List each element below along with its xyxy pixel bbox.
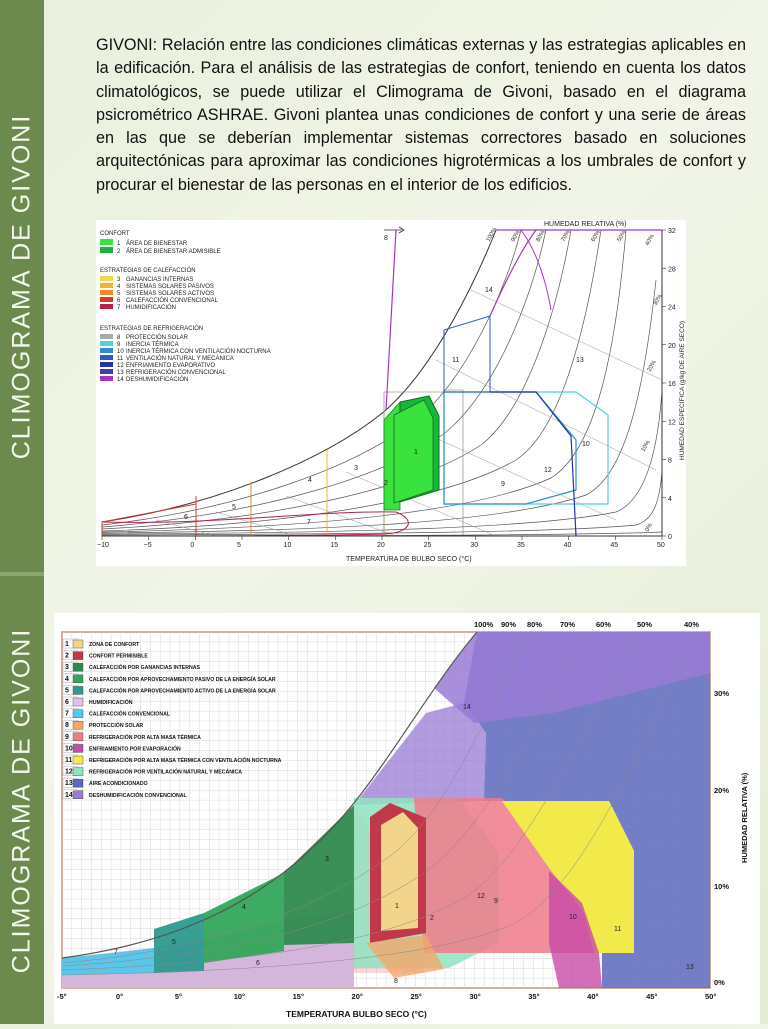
c1-xtick-label: 10 <box>283 542 292 549</box>
c2-legend-swatch <box>73 721 83 729</box>
zone-label-13: 13 <box>576 357 584 364</box>
c2-rh-top-label: 40% <box>684 620 700 629</box>
c2-rh-top-label: 70% <box>560 620 576 629</box>
legend-swatch-12 <box>100 362 113 367</box>
zone-12-outline <box>490 392 576 536</box>
c2-legend-label: CALEFACCIÓN POR APROVECHAMIENTO PASIVO DE LA ENERGÍA SOLAR <box>89 676 276 683</box>
legend-num-10: 10 <box>117 349 124 355</box>
zone-label-10: 10 <box>582 441 590 448</box>
intro-paragraph: GIVONI: Relación entre las condiciones climáticas externas y las estrategias aplicables en la edificación. Para el análisis de las estrategias de confort, teniendo en cuenta los datos climatológicos, se puede utilizar el Climograma de Givoni, basado en el diagrama psicrométrico ASHRAE. Givoni plantea unas condiciones de confort y una serie de áreas en las que se deberían implementar sistemas correctores basado en soluciones arquitectónicas para aproximar las condiciones higrotérmicas a los umbrales de confort y procurar el bienestar de las personas en el interior de los edificios. <box>96 36 746 194</box>
c1-ytick-label: 8 <box>668 457 672 465</box>
c2-rh-top-label: 80% <box>527 620 543 629</box>
c2-legend-swatch <box>73 640 83 648</box>
c1-xtick-label: 15 <box>330 542 339 549</box>
chart1-curves <box>102 230 662 536</box>
c2-zone-label-5: 5 <box>172 939 176 946</box>
side-band-top <box>0 0 44 576</box>
c2-legend-num: 3 <box>65 664 69 672</box>
c2-legend-label: REFRIGERACIÓN POR VENTILACIÓN NATURAL Y MECÁNICA <box>89 769 242 776</box>
c1-xtick-label: 30 <box>470 542 479 549</box>
c2-legend-num: 4 <box>65 675 69 683</box>
zone-label-2: 2 <box>384 480 388 487</box>
legend-label-13: REFRIGERACIÓN CONVENCIONAL <box>126 370 226 376</box>
zone-11-outline <box>444 316 490 392</box>
chart2-y-label: HUMEDAD RELATIVA (%) <box>740 772 749 863</box>
c2-legend-label: CALEFACCIÓN POR GANANCIAS INTERNAS <box>89 665 200 672</box>
c1-rh-label: 70% <box>560 229 572 243</box>
legend-swatch-3 <box>100 276 113 281</box>
side-title-bottom: CLIMOGRAMA DE GIVONI <box>7 627 36 973</box>
c2-zone-label-12: 12 <box>477 893 485 900</box>
givoni-chart-2 <box>54 613 760 1024</box>
c2-legend-num: 11 <box>65 757 73 764</box>
c2-legend-label: CALEFACCIÓN POR APROVECHAMIENTO ACTIVO DE LA ENERGÍA SOLAR <box>89 688 276 695</box>
c2-legend-num: 1 <box>65 641 69 648</box>
legend-swatch-7 <box>100 304 113 309</box>
zone-label-9: 9 <box>501 481 505 488</box>
zone-label-1: 1 <box>414 449 418 456</box>
chart1-zone-labels <box>184 235 590 526</box>
c2-xtick-label: 50° <box>705 992 717 1001</box>
c1-ytick-label: 28 <box>668 266 676 274</box>
legend-num-11: 11 <box>117 356 124 362</box>
c1-rh-label: 80% <box>535 229 547 243</box>
legend-num-9: 9 <box>117 342 121 348</box>
c1-rh-label: 40% <box>644 233 656 247</box>
chart1-x-ticks <box>97 536 665 549</box>
c2-rh-top-label: 90% <box>501 620 517 629</box>
legend-label-14: DESHUMIDIFICACIÓN <box>126 377 189 383</box>
legend-swatch-9 <box>100 341 113 346</box>
legend-swatch-10 <box>100 348 113 353</box>
c2-zone-label-9: 9 <box>494 898 498 905</box>
c1-rh-label: 0% <box>644 522 655 533</box>
zone-label-5: 5 <box>232 504 236 511</box>
legend-swatch-1 <box>100 239 113 245</box>
chart1-rh-labels <box>486 226 665 533</box>
c2-xtick-label: -5° <box>57 992 67 1001</box>
c2-xtick-label: 25° <box>410 992 422 1001</box>
zone-label-11: 11 <box>452 357 460 364</box>
chart1-legend <box>100 231 271 383</box>
c2-xtick-label: 15° <box>292 992 304 1001</box>
legend-label-8: PROTECCIÓN SOLAR <box>126 335 189 341</box>
c1-ytick-label: 32 <box>668 228 676 235</box>
legend-num-1: 1 <box>117 241 121 247</box>
legend-num-6: 6 <box>117 298 121 304</box>
chart1-zones <box>102 230 662 536</box>
legend-swatch-11 <box>100 355 113 360</box>
c2-legend-swatch <box>73 733 83 741</box>
legend-swatch-8 <box>100 334 113 339</box>
chart1-x-label: TEMPERATURA DE BULBO SECO (°C) <box>346 556 472 563</box>
c2-zone-label-4: 4 <box>242 904 246 911</box>
c2-xtick-label: 35° <box>528 992 540 1001</box>
side-title-top: CLIMOGRAMA DE GIVONI <box>7 113 36 459</box>
rh-curve-30 <box>102 390 662 534</box>
c1-ytick-label: 24 <box>668 304 676 312</box>
c2-zone-label-2: 2 <box>430 915 434 922</box>
zone-label-8: 8 <box>384 235 388 242</box>
legend-label-11: VENTILACIÓN NATURAL Y MECÁNICA <box>126 356 234 362</box>
c1-rh-label: 100% <box>485 226 499 243</box>
c2-legend-swatch <box>73 744 83 752</box>
c1-xtick-label: 40 <box>563 542 572 549</box>
chart2-rh-top <box>474 620 699 629</box>
legend-num-12: 12 <box>117 363 124 369</box>
zone-label-14: 14 <box>485 287 493 294</box>
rh-curve-40 <box>102 280 656 533</box>
c1-rh-label: 20% <box>646 359 658 373</box>
c2-zone-label-6: 6 <box>256 960 260 967</box>
givoni-chart-1 <box>96 220 686 566</box>
c2-legend-num: 8 <box>65 722 69 730</box>
c2-legend-num: 14 <box>65 791 73 799</box>
c2-rh-top-label: 100% <box>474 620 494 629</box>
c2-legend-num: 9 <box>65 733 69 741</box>
legend-confort-title: CONFORT <box>100 231 130 237</box>
c2-legend-swatch <box>73 756 83 764</box>
c2-legend-num: 7 <box>65 710 69 718</box>
c1-xtick-label: 20 <box>377 542 385 549</box>
c1-rh-label: 30% <box>652 293 664 307</box>
legend-cool-title: ESTRATEGIAS DE REFRIGERACIÓN <box>100 326 204 332</box>
c2-right-tick-label: 10% <box>714 882 730 891</box>
c2-xtick-label: 40° <box>587 992 599 1001</box>
c2-legend-swatch <box>73 652 83 660</box>
c1-ytick-label: 12 <box>668 419 676 427</box>
c2-xtick-label: 10° <box>233 992 246 1001</box>
side-band-bottom <box>0 576 44 1024</box>
legend-swatch-4 <box>100 283 113 288</box>
c2-legend-label: CONFORT PERMISIBLE <box>89 653 148 660</box>
zone-label-6: 6 <box>184 514 188 521</box>
legend-label-5: SISTEMAS SOLARES ACTIVOS <box>126 291 215 297</box>
zone-label-3: 3 <box>354 465 358 472</box>
c2-legend-swatch <box>73 675 83 683</box>
legend-label-6: CALEFACCIÓN CONVENCIONAL <box>126 298 219 304</box>
c2-xtick-label: 20° <box>351 992 363 1001</box>
givoni-chart-2-svg <box>54 613 760 1024</box>
c2-legend-swatch <box>73 791 83 799</box>
c2-zone-label-7: 7 <box>114 949 118 956</box>
c2-legend-swatch <box>73 663 83 671</box>
c2-legend-label: CALEFACCIÓN CONVENCIONAL <box>89 711 170 718</box>
c1-ytick-label: 20 <box>668 342 676 350</box>
c2-legend-num: 12 <box>65 768 73 776</box>
c2-legend-swatch <box>73 779 83 787</box>
legend-label-9: INERCIA TÉRMICA <box>126 342 179 348</box>
c1-ytick-label: 4 <box>668 495 672 503</box>
c2-right-tick-label: 20% <box>714 786 730 795</box>
c1-xtick-label: 45 <box>610 542 619 549</box>
legend-swatch-2 <box>100 247 113 253</box>
c2-legend-num: 5 <box>65 687 69 695</box>
chart2-x-ticks <box>57 992 716 1001</box>
c2-legend-label: REFRIGERACIÓN POR ALTA MASA TÉRMICA CON VENTILACIÓN NOCTURNA <box>89 758 282 764</box>
c1-rh-label: 60% <box>590 229 602 243</box>
legend-label-1: ÁREA DE BIENESTAR <box>126 241 188 247</box>
c2-right-tick-label: 0% <box>714 978 725 987</box>
zone-label-4: 4 <box>308 477 312 484</box>
c1-xtick-label: 50 <box>657 542 665 549</box>
c2-legend-label: DESHUMIDIFICACIÓN CONVENCIONAL <box>89 792 187 799</box>
c1-ytick-label: 0 <box>668 534 672 541</box>
c2-zone-label-13: 13 <box>686 964 694 971</box>
legend-num-8: 8 <box>117 335 121 341</box>
c2-legend-label: REFRIGERACIÓN POR ALTA MASA TÉRMICA <box>89 734 201 741</box>
chart1-y-label: HUMEDAD ESPECÍFICA (g/kg DE AIRE SECO) <box>679 320 686 460</box>
c2-legend-label: AIRE ACONDICIONADO <box>89 781 148 788</box>
zone-label-12: 12 <box>544 467 552 474</box>
legend-num-13: 13 <box>117 370 124 376</box>
c2-legend-swatch <box>73 698 83 706</box>
chart1-top-label: HUMEDAD RELATIVA (%) <box>544 221 627 228</box>
legend-label-10: INERCIA TÉRMICA CON VENTILACIÓN NOCTURNA <box>126 349 271 355</box>
legend-swatch-5 <box>100 290 113 295</box>
c2-legend-label: PROTECCIÓN SOLAR <box>89 723 144 730</box>
zone-14-outline <box>386 230 662 410</box>
zone-1-fill <box>381 812 418 931</box>
c2-legend-label: HUMIDIFICACIÓN <box>89 700 133 706</box>
c2-right-tick-label: 30% <box>714 689 730 698</box>
c1-xtick-label: −10 <box>97 542 109 549</box>
c2-xtick-label: 5° <box>174 992 182 1001</box>
legend-num-14: 14 <box>117 377 124 383</box>
c2-legend-swatch <box>73 686 83 694</box>
givoni-chart-1-svg <box>96 220 686 566</box>
legend-label-2: ÁREA DE BIENESTAR ADMISIBLE <box>126 249 221 255</box>
legend-label-4: SISTEMAS SOLARES PASIVOS <box>126 284 214 290</box>
c2-zone-label-11: 11 <box>614 926 622 933</box>
legend-label-3: GANANCIAS INTERNAS <box>126 277 194 283</box>
legend-swatch-13 <box>100 369 113 374</box>
c2-legend-num: 2 <box>65 652 69 660</box>
c1-ytick-label: 16 <box>668 381 676 388</box>
c2-xtick-label: 45° <box>646 992 658 1001</box>
legend-swatch-6 <box>100 297 113 302</box>
zone-label-7: 7 <box>307 519 311 526</box>
c1-xtick-label: 25 <box>423 542 432 549</box>
c1-rh-label: 10% <box>640 439 652 453</box>
legend-num-4: 4 <box>117 284 121 290</box>
legend-heat-title: ESTRATEGIAS DE CALEFACCIÓN <box>100 268 196 274</box>
c1-rh-label: 90% <box>510 229 522 243</box>
legend-num-5: 5 <box>117 291 121 297</box>
c2-legend-label: ZONA DE CONFORT <box>89 642 140 648</box>
c2-legend-num: 6 <box>65 699 69 706</box>
c2-legend-label: ENFRIAMIENTO POR EVAPORACIÓN <box>89 746 181 753</box>
c1-xtick-label: −5 <box>143 542 152 549</box>
legend-swatch-14 <box>100 376 113 381</box>
c1-rh-label: 50% <box>616 229 628 243</box>
legend-num-7: 7 <box>117 305 121 311</box>
c2-zone-label-3: 3 <box>325 856 329 863</box>
legend-label-7: HUMIDIFICACIÓN <box>126 305 176 311</box>
c2-legend-swatch <box>73 710 83 718</box>
c2-legend-num: 10 <box>65 745 73 753</box>
c2-zone-label-10: 10 <box>569 914 577 921</box>
zone-10-outline <box>444 392 576 504</box>
c2-zone-label-14: 14 <box>463 704 471 711</box>
c2-rh-top-label: 60% <box>596 620 612 629</box>
c2-zone-label-8: 8 <box>394 978 398 985</box>
chart2-x-label: TEMPERATURA BULBO SECO (°C) <box>286 1009 427 1019</box>
c2-rh-top-label: 50% <box>637 620 653 629</box>
legend-label-12: ENFRIAMIENTO EVAPORATIVO <box>126 363 216 369</box>
c1-xtick-label: 5 <box>237 542 241 549</box>
c1-xtick-label: 0 <box>190 542 195 549</box>
c2-xtick-label: 30° <box>469 992 481 1001</box>
c2-xtick-label: 0° <box>115 992 124 1001</box>
c2-zone-label-1: 1 <box>395 903 399 910</box>
c1-xtick-label: 35 <box>517 542 525 549</box>
c2-legend-num: 13 <box>65 780 73 788</box>
legend-num-3: 3 <box>117 277 121 283</box>
chart2-right-ticks <box>714 689 729 987</box>
c2-legend-swatch <box>73 768 83 776</box>
chart1-y-ticks <box>662 228 676 541</box>
legend-num-2: 2 <box>117 249 121 255</box>
